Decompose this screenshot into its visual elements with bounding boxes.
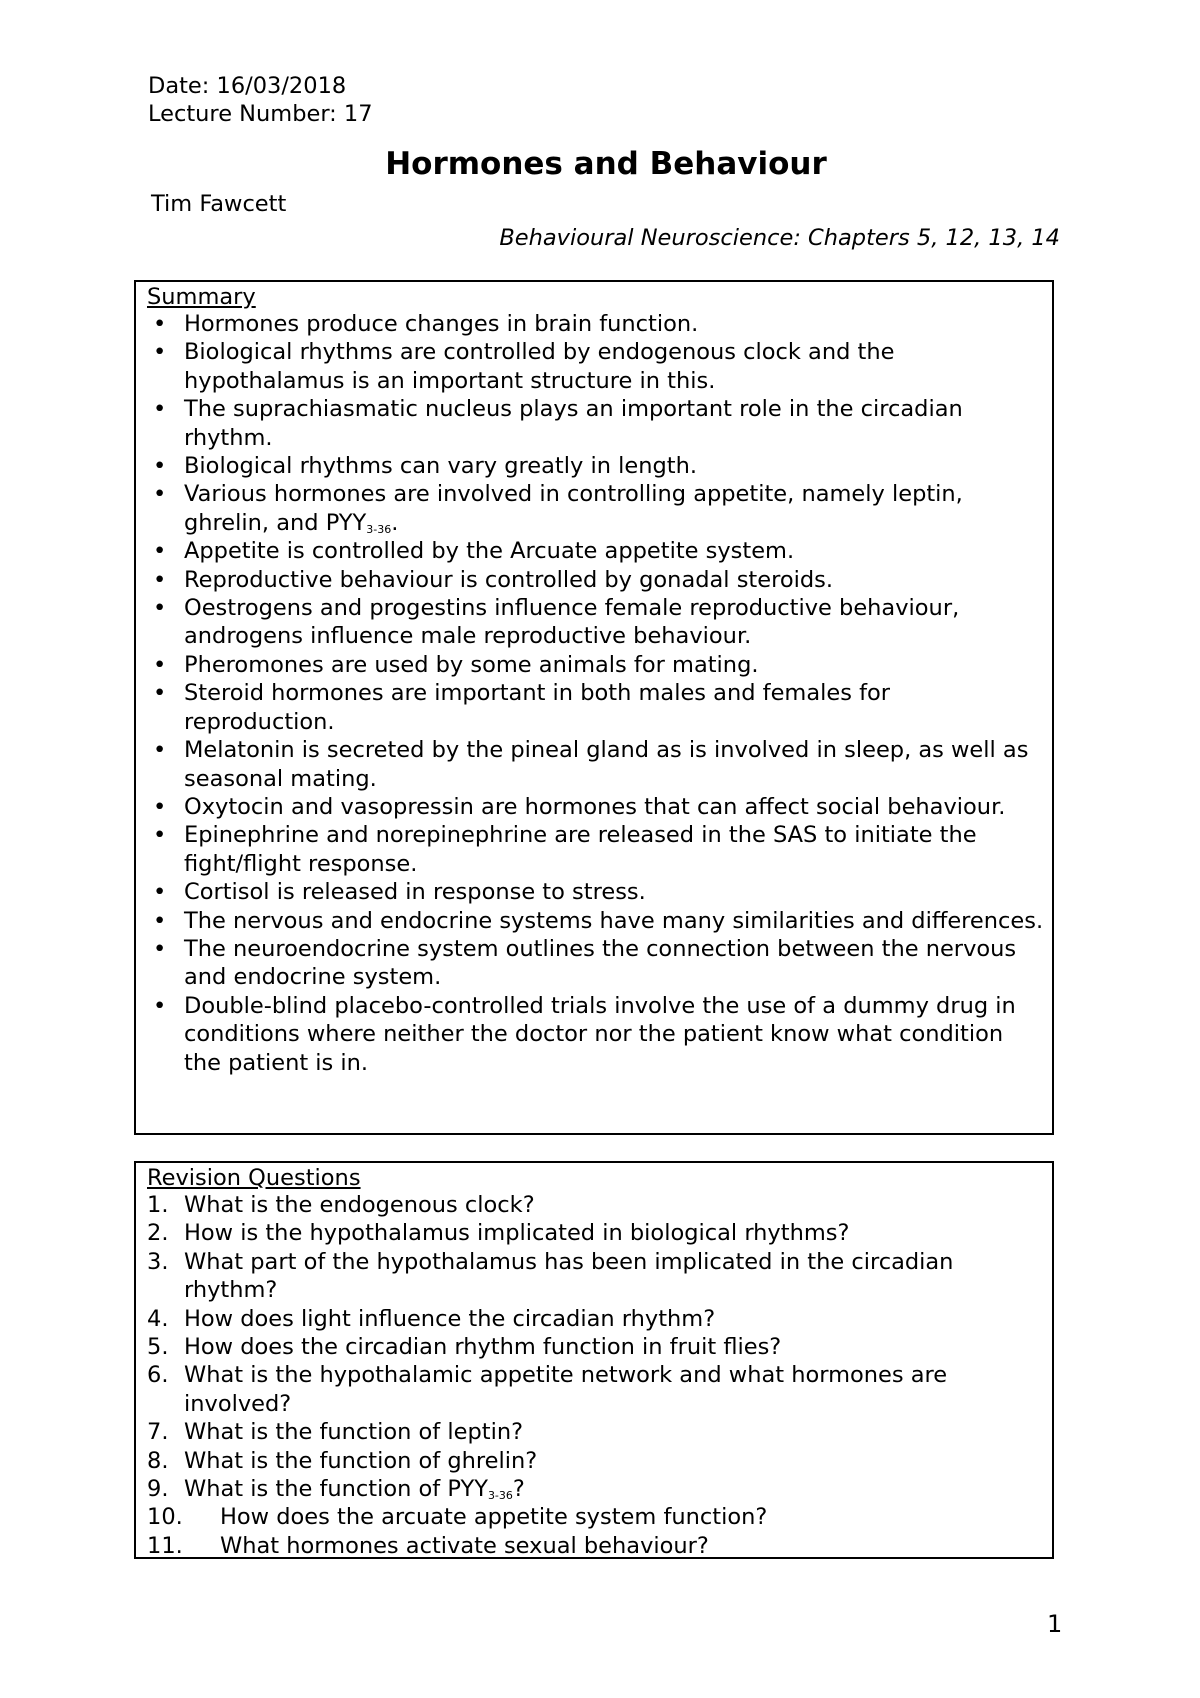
author-name: Tim Fawcett — [151, 191, 287, 217]
summary-item: • Oxytocin and vasopressin are hormones that can affect social behaviour. — [153, 793, 1006, 820]
question-number: 7. — [147, 1419, 169, 1446]
revision-question: 5. How does the circadian rhythm function in fruit flies? — [147, 1334, 782, 1361]
summary-item: • Various hormones are involved in controlling appetite, namely leptin, ghrelin, and $PYY_{3-36}$. — [153, 481, 963, 536]
summary-item: • The suprachiasmatic nucleus plays an important role in the circadian rhythm. — [153, 396, 963, 451]
date-line: Date: 16/03/2018 — [148, 73, 347, 99]
summary-item: • Appetite is controlled by the Arcuate appetite system. — [153, 538, 795, 565]
bullet-icon: • — [153, 737, 167, 764]
summary-box — [134, 280, 1054, 1135]
revision-question: 3. What part of the hypothalamus has been implicated in the circadian rhythm? — [147, 1248, 954, 1304]
question-number: 8. — [147, 1447, 169, 1474]
question-number: 4. — [147, 1305, 169, 1332]
bullet-icon: • — [153, 481, 167, 508]
revision-questions-box — [134, 1161, 1054, 1559]
revision-heading: Revision Questions — [147, 1165, 361, 1191]
summary-heading: Summary — [147, 284, 256, 310]
bullet-icon: • — [153, 822, 167, 849]
bullet-icon: • — [153, 992, 167, 1019]
bullet-icon: • — [153, 595, 167, 622]
revision-question: 4. How does light influence the circadian rhythm? — [147, 1305, 716, 1332]
revision-question: 10. How does the arcuate appetite system function? — [147, 1504, 768, 1531]
summary-item: • Cortisol is released in response to stress. — [153, 879, 646, 906]
summary-item: • The neuroendocrine system outlines the connection between the nervous and endocrine system. — [153, 935, 1017, 991]
question-number: 11. — [147, 1532, 183, 1559]
summary-item: • Oestrogens and progestins influence female reproductive behaviour, androgens influence male reproductive behaviour. — [153, 595, 960, 650]
bullet-icon: • — [153, 907, 167, 934]
summary-item: • Double-blind placebo-controlled trials involve the use of a dummy drug in conditions where neither the doctor nor the patient know what condition the patient is in. — [153, 992, 1016, 1076]
page-number: 1 — [1047, 1610, 1063, 1638]
lecture-number-line: Lecture Number: 17 — [148, 101, 373, 127]
question-number: 3. — [147, 1248, 169, 1275]
summary-item: • Biological rhythms can vary greatly in length. — [153, 453, 698, 480]
question-number: 10. — [147, 1504, 183, 1531]
revision-question: 2. How is the hypothalamus implicated in biological rhythms? — [147, 1220, 850, 1247]
revision-question: 9. What is the function of $PYY_{3-36}$? — [147, 1476, 525, 1503]
summary-item: • The nervous and endocrine systems have many similarities and differences. — [153, 907, 1044, 934]
revision-list — [147, 1191, 1044, 1560]
pyy-subscript: 3-36 — [366, 522, 392, 536]
summary-item: • Steroid hormones are important in both males and females for reproduction. — [153, 680, 891, 735]
bullet-icon: • — [153, 311, 167, 337]
summary-item: • Reproductive behaviour is controlled by gonadal steroids. — [153, 566, 834, 593]
question-number: 6. — [147, 1362, 169, 1389]
question-number: 1. — [147, 1192, 169, 1218]
bullet-icon: • — [153, 339, 167, 366]
pyy-subscript: 3-36 — [487, 1489, 513, 1503]
revision-question: 6. What is the hypothalamic appetite network and what hormones are involved? — [147, 1362, 948, 1417]
bullet-icon: • — [153, 651, 167, 678]
question-number: 9. — [147, 1476, 169, 1503]
textbook-reference: Behavioural Neuroscience: Chapters 5, 12, 13, 14 — [499, 225, 1060, 251]
summary-item: • Melatonin is secreted by the pineal gland as is involved in sleep, as well as seasonal mating. — [153, 737, 1029, 792]
bullet-icon: • — [153, 680, 167, 707]
bullet-icon: • — [153, 453, 167, 480]
bullet-icon: • — [153, 396, 167, 423]
summary-item: • Epinephrine and norepinephrine are released in the SAS to initiate the fight/flight response. — [153, 822, 977, 877]
bullet-icon: • — [153, 566, 167, 593]
bullet-icon: • — [153, 935, 167, 962]
revision-question: 8. What is the function of ghrelin? — [147, 1447, 538, 1474]
document-header — [148, 72, 373, 128]
bullet-icon: • — [153, 879, 167, 906]
summary-item: • Hormones produce changes in brain function. — [153, 311, 699, 337]
summary-item: • Pheromones are used by some animals for mating. — [153, 651, 759, 678]
question-number: 2. — [147, 1220, 169, 1247]
bullet-icon: • — [153, 793, 167, 820]
question-number: 5. — [147, 1334, 169, 1361]
page-title: Hormones and Behaviour — [385, 146, 827, 182]
summary-item: • Biological rhythms are controlled by endogenous clock and the hypothalamus is an important structure in this. — [153, 339, 895, 394]
revision-question: 11. What hormones activate sexual behaviour? — [147, 1532, 709, 1559]
revision-question: 1. What is the endogenous clock? — [147, 1192, 535, 1218]
revision-question: 7. What is the function of leptin? — [147, 1419, 524, 1446]
summary-list — [147, 310, 1044, 1077]
bullet-icon: • — [153, 538, 167, 565]
